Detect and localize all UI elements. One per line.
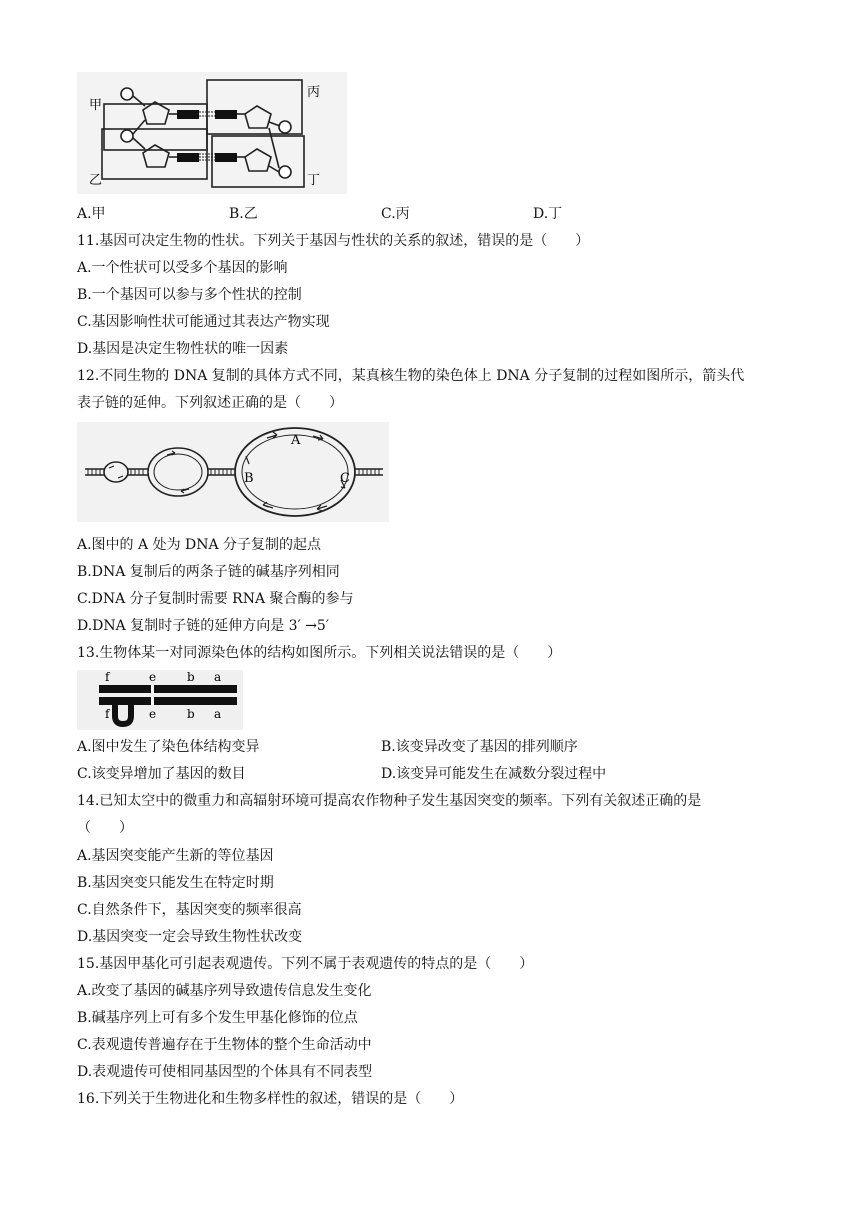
q10-option-a: A.甲 [77,206,106,222]
bottom-label-a: a [214,707,222,721]
figure-homologous-chromosomes [77,670,243,730]
q12-stem-line2: 表子链的延伸。下列叙述正确的是（ ） [77,395,343,411]
q15-option-c: C.表观遗传普遍存在于生物体的整个生命活动中 [77,1037,372,1053]
label-c: C [340,471,350,486]
q13-stem: 13.生物体某一对同源染色体的结构如图所示。下列相关说法错误的是（ ） [77,645,562,661]
q16-stem: 16.下列关于生物进化和生物多样性的叙述，错误的是（ ） [77,1091,464,1107]
q10-option-d: D.丁 [533,206,563,222]
q15-option-d: D.表观遗传可使相同基因型的个体具有不同表型 [77,1064,373,1080]
q12-option-c: C.DNA 分子复制时需要 RNA 聚合酶的参与 [77,591,354,607]
q12-stem-line1: 12.不同生物的 DNA 复制的具体方式不同，某真核生物的染色体上 DNA 分子复制的过程如图所示，箭头代 [77,368,745,384]
bottom-label-f: f [105,707,110,721]
label-ding: 丁 [307,173,321,188]
q10-option-c: C.丙 [381,206,410,222]
q11-option-c: C.基因影响性状可能通过其表达产物实现 [77,314,330,330]
q11-option-a: A.一个性状可以受多个基因的影响 [77,260,288,276]
label-a: A [291,433,301,448]
q10-option-b: B.乙 [229,206,258,222]
q13-option-c: C.该变异增加了基因的数目 [77,766,246,782]
q14-stem-line1: 14.已知太空中的微重力和高辐射环境可提高农作物种子发生基因突变的频率。下列有关叙述正确的是 [77,793,702,809]
q11-option-d: D.基因是决定生物性状的唯一因素 [77,341,289,357]
q13-option-b: B.该变异改变了基因的排列顺序 [381,739,578,755]
figure-dna-replication [77,422,389,522]
q14-option-d: D.基因突变一定会导致生物性状改变 [77,929,303,945]
q13-option-a: A.图中发生了染色体结构变异 [77,739,260,755]
label-yi: 乙 [89,173,103,188]
bottom-label-b: b [187,707,195,721]
q15-option-b: B.碱基序列上可有多个发生甲基化修饰的位点 [77,1010,358,1026]
q15-stem: 15.基因甲基化可引起表观遗传。下列不属于表观遗传的特点的是（ ） [77,956,534,972]
label-jia: 甲 [89,98,103,113]
bottom-label-e: e [149,707,157,721]
q12-option-a: A.图中的 A 处为 DNA 分子复制的起点 [77,537,322,553]
q12-option-d: D.DNA 复制时子链的延伸方向是 3′ →5′ [77,618,330,634]
q14-stem-line2: （ ） [77,820,133,836]
q11-option-b: B.一个基因可以参与多个性状的控制 [77,287,302,303]
top-label-f: f [105,670,110,684]
q11-stem: 11.基因可决定生物的性状。下列关于基因与性状的关系的叙述，错误的是（ ） [77,233,590,249]
q14-option-a: A.基因突变能产生新的等位基因 [77,848,274,864]
top-label-a: a [214,670,222,684]
top-label-b: b [187,670,195,684]
q14-option-b: B.基因突变只能发生在特定时期 [77,875,274,891]
figure-nucleotide-pairs [77,72,347,194]
q13-option-d: D.该变异可能发生在减数分裂过程中 [381,766,607,782]
label-bing: 丙 [307,85,321,100]
q14-option-c: C.自然条件下，基因突变的频率很高 [77,902,302,918]
q15-option-a: A.改变了基因的碱基序列导致遗传信息发生变化 [77,983,372,999]
top-label-e: e [149,670,157,684]
label-b: B [244,471,254,486]
q12-option-b: B.DNA 复制后的两条子链的碱基序列相同 [77,564,340,580]
